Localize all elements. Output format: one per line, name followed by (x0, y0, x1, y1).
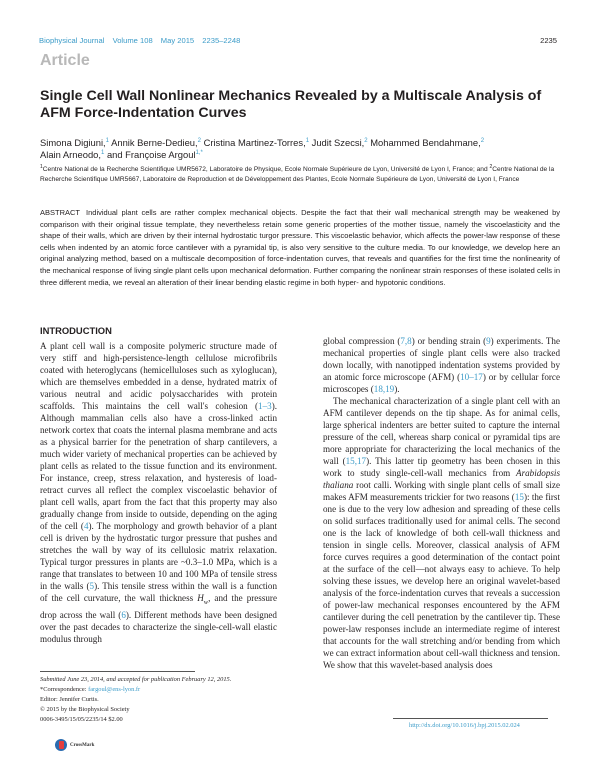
citation-link[interactable]: 9 (486, 336, 491, 346)
journal-volume: Volume 108 (112, 36, 153, 45)
author: Alain Arneodo,$^1$ (40, 149, 105, 160)
citation-link[interactable]: 18,19 (373, 384, 395, 394)
abstract-label: ABSTRACT (40, 208, 81, 217)
journal-pages: 2235–2248 (202, 36, 241, 45)
doi-divider (393, 718, 548, 719)
affiliations: $^1$Centre National de la Recherche Scientifique UMR5672, Laboratoire de Physique, Ecole Normale Supérieure de Lyon, Université de Lyon I, France; and $^2$Centre National de la Recherche Scientifique UMR5667, Laboratoire de Reproduction et de Développement des Plantes, Ecole Normale Supérieure de Lyon, Université de Lyon I, France (40, 163, 555, 183)
author: Cristina Martinez-Torres,$^1$ (203, 137, 310, 148)
author: Annik Berne-Dedieu,$^2$ (111, 137, 201, 148)
author: and Françoise Argoul$^{1,*}$ (106, 149, 203, 160)
body-column-right (323, 335, 560, 671)
crossmark-badge[interactable] (55, 739, 94, 751)
citation-link[interactable]: 6 (121, 609, 126, 620)
author-list (40, 137, 565, 161)
article-type-label: Article (40, 52, 90, 69)
abstract-text: Individual plant cells are rather complex mechanical objects. Despite the fact that their wall mechanical strength may be weakened by comparison with their original tissue template, they nevertheless retain some generic properties of the mother tissue, namely the viscoelasticity and the shape of their walls, which are driven by their internal hydrostatic turgor pressure. This viscoelastic behavior, which affects the power-law response of these cells when indented by an atomic force cantilever with a pyramidal tip, is also very sensitive to the culture media. To our knowledge, we develop here an original analyzing method, based on a multiscale decomposition of force-indentation curves, that reveals and quantifies for the first time the nonlinearity of the mechanical response of living single plant cells upon mechanical deformation. Further comparing the nonlinear strain responses of these isolated cells in three different media, we reveal an alteration of their linear bending elastic regime in both hyper- and hypotonic conditions. (40, 208, 560, 287)
paper-title: Single Cell Wall Nonlinear Mechanics Revealed by a Multiscale Analysis of AFM Force-Indentation Curves (40, 88, 542, 121)
citation-link[interactable]: 15,17 (345, 456, 367, 466)
species-name: Arabidopsis thaliana (323, 468, 560, 490)
copyright: © 2015 by the Biophysical Society (40, 706, 130, 713)
author: Judit Szecsi,$^2$ (311, 137, 368, 148)
correspondence: *Correspondence: fargoul@ens-lyon.fr (40, 686, 141, 693)
affiliation-1: Centre National de la Recherche Scientifique UMR5672, Laboratoire de Physique, Ecole Normale Supérieure de Lyon, Université de Lyon I, France; and (42, 166, 490, 173)
author: Mohammed Bendahmane,$^2$ (370, 137, 485, 148)
issn: 0006-3495/15/05/2235/14 $2.00 (40, 716, 123, 723)
journal-date: May 2015 (160, 36, 195, 45)
correspondence-email-link[interactable]: fargoul@ens-lyon.fr (88, 686, 141, 693)
citation-link[interactable]: 10–17 (460, 372, 483, 382)
running-head (39, 36, 246, 45)
doi-link[interactable]: http://dx.doi.org/10.1016/j.bpj.2015.02.024 (409, 722, 520, 729)
citation-link[interactable]: 7,8 (400, 336, 412, 346)
paragraph: The mechanical characterization of a single plant cell with an AFM cantilever depends on the tip shape. As for animal cells, large spherical indenters are better suited to capture the internal pressure of the cell, whereas sharp conical or pyramidal tips are more appropriate for characterizing the local mechanics of the wall (15,17). This latter tip geometry has been chosen in this work to study single-cell-wall mechanics from Arabidopsis thaliana root calli. Working with single plant cells of small size makes AFM measurements trickier for two reasons (15): the first one is due to the very low adhesion and spreading of these cells on solid surfaces traditionally used for animal cells. The second one is the lack of knowledge of both cell-wall thickness and tension in single cells. Moreover, classical analysis of AFM force curves requires a good determination of the contact point at the surface of the cell—not always easy to achieve. To help solving these issues, we develop here an original wavelet-based analysis of the force-indentation curves that reveals a succession of power-law mechanical responses encountered by the AFM cantilever during the cell penetration by the cantilever tip. These power-law responses include an intermediate regime of interest that accounts for the wall stretching and/or bending from which we can extract information about cell-wall thickness and tension. We show that this wavelet-based analysis does (323, 396, 560, 670)
author: Simona Digiuni,$^1$ (40, 137, 110, 148)
paragraph: A plant cell wall is a composite polymeric structure made of very stiff and high-persistence-length cellulose microfibrils coated with heteroglycans (hemicelluloses such as xyloglucan), which are themselves embedded in a dense, hydrated matrix of various neutral and acidic polysaccharides with protein scaffolds. This maintains the cell wall's cohesion (1–3). Although mammalian cells also have a cross-linked actin network cortex that coats the internal plasma membrane and acts as a physical barrier for the penetration of sharp cantilevers, a much wider variety of mechanical properties can be achieved by plant cells as related to the tissue function and its environment. For instance, creep, stress relaxation, and hysteresis of load-retract curves all reflect the complex viscoelastic behavior of plant cell walls, apart from the fact that this property may also gradually change from inside to outside, depending on the aging of the cell (4). The morphology and growth behavior of a plant cell is driven by the hydrostatic turgor pressure that pushes and stretches the wall by way of its cellulosic matrix relaxation. Typical turgor pressures in plants are ~0.3–1.0 MPa, which is a range that translates to between 10 and 100 MPa of tensile stress in the walls (5). This tensile stress within the wall is a function of the cell curvature, the wall thickness $H_w$, and the pressure drop across the wall (6). Different methods have been designed over the past decades to characterize the single-cell-wall elastic modulus through (40, 341, 278, 644)
section-heading-introduction: INTRODUCTION (40, 325, 112, 336)
citation-link[interactable]: 4 (83, 521, 89, 531)
body-column-left (40, 340, 277, 645)
page-number: 2235 (540, 36, 557, 45)
citation-link[interactable]: 5 (89, 581, 95, 591)
citation-link[interactable]: 1–3 (258, 401, 272, 411)
crossmark-icon (55, 739, 67, 751)
affiliation-2: Centre National de la Recherche Scientifique UMR5667, Laboratoire de Reproduction et de Développement des Plantes, Ecole Normale Supérieure de Lyon, Université de Lyon I, France (40, 166, 555, 183)
abstract (40, 207, 560, 288)
journal-name: Biophysical Journal (39, 36, 105, 45)
footnotes (40, 675, 300, 725)
footnote-divider (40, 671, 195, 672)
crossmark-label: CrossMark (70, 742, 95, 748)
citation-link[interactable]: 15 (514, 492, 524, 502)
paragraph: global compression (7,8) or bending strain (9) experiments. The mechanical properties of single plant cells were also tracked down locally, with nanotipped indentation systems provided by an atomic force microscope (AFM) (10–17) or by cellular force microscopes (18,19). (323, 336, 560, 394)
submission-dates: Submitted June 23, 2014, and accepted for publication February 12, 2015. (40, 676, 232, 683)
editor: Editor: Jennifer Curtis. (40, 696, 99, 703)
